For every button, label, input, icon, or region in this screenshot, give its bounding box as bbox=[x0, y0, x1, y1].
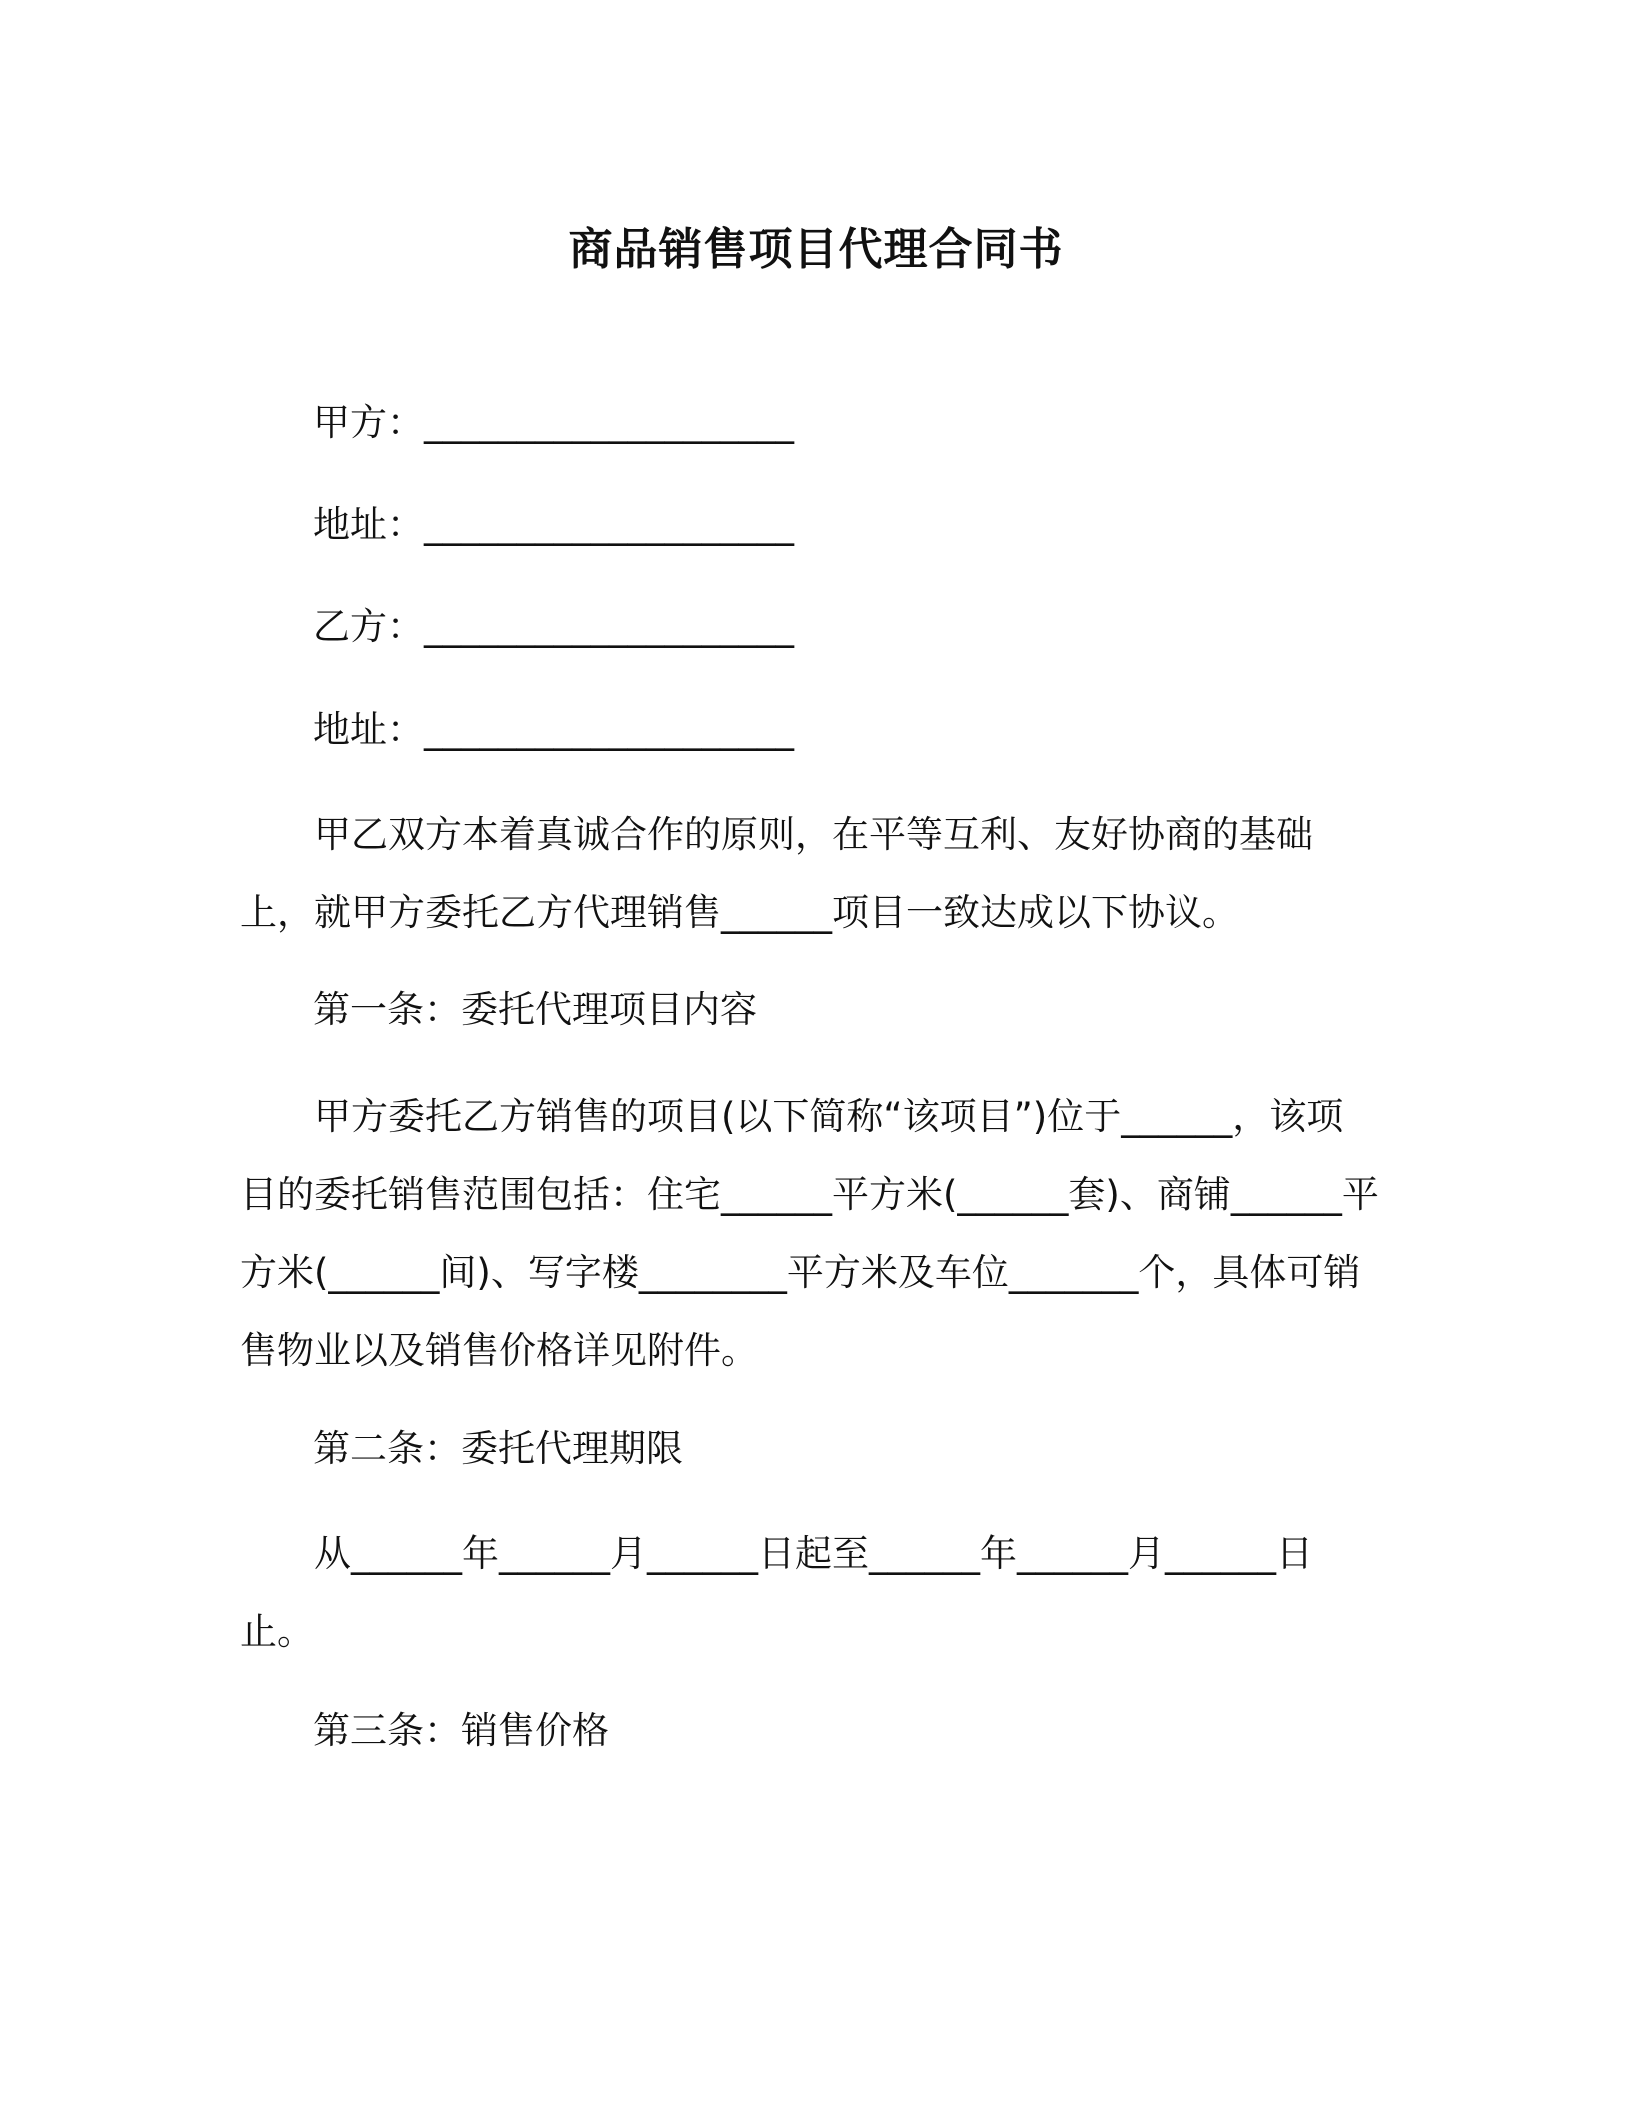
party-b-address-field: 地址：____________________ bbox=[313, 708, 794, 751]
article-3-heading: 第三条：销售价格 bbox=[313, 1709, 609, 1752]
party-a-field: 甲方：____________________ bbox=[313, 401, 794, 444]
article-2-heading: 第二条：委托代理期限 bbox=[313, 1427, 683, 1470]
article-2-body: 从______年______月______日起至______年______月______日止。 bbox=[240, 1532, 1313, 1653]
article-1-body: 甲方委托乙方销售的项目(以下简称“该项目”)位于______，该项目的委托销售范围包括：住宅______平方米(______套)、商铺______平方米(______间)、写字楼________平方米及车位_______个，具体可销售物业以及销售价格详见附件。 bbox=[240, 1095, 1379, 1372]
document-title: 商品销售项目代理合同书 bbox=[568, 224, 1064, 275]
party-a-address-field: 地址：____________________ bbox=[313, 503, 794, 546]
article-1-heading: 第一条：委托代理项目内容 bbox=[313, 988, 757, 1031]
party-b-field: 乙方：____________________ bbox=[313, 605, 794, 648]
intro-paragraph: 甲乙双方本着真诚合作的原则，在平等互利、友好协商的基础上，就甲方委托乙方代理销售______项目一致达成以下协议。 bbox=[240, 813, 1313, 934]
